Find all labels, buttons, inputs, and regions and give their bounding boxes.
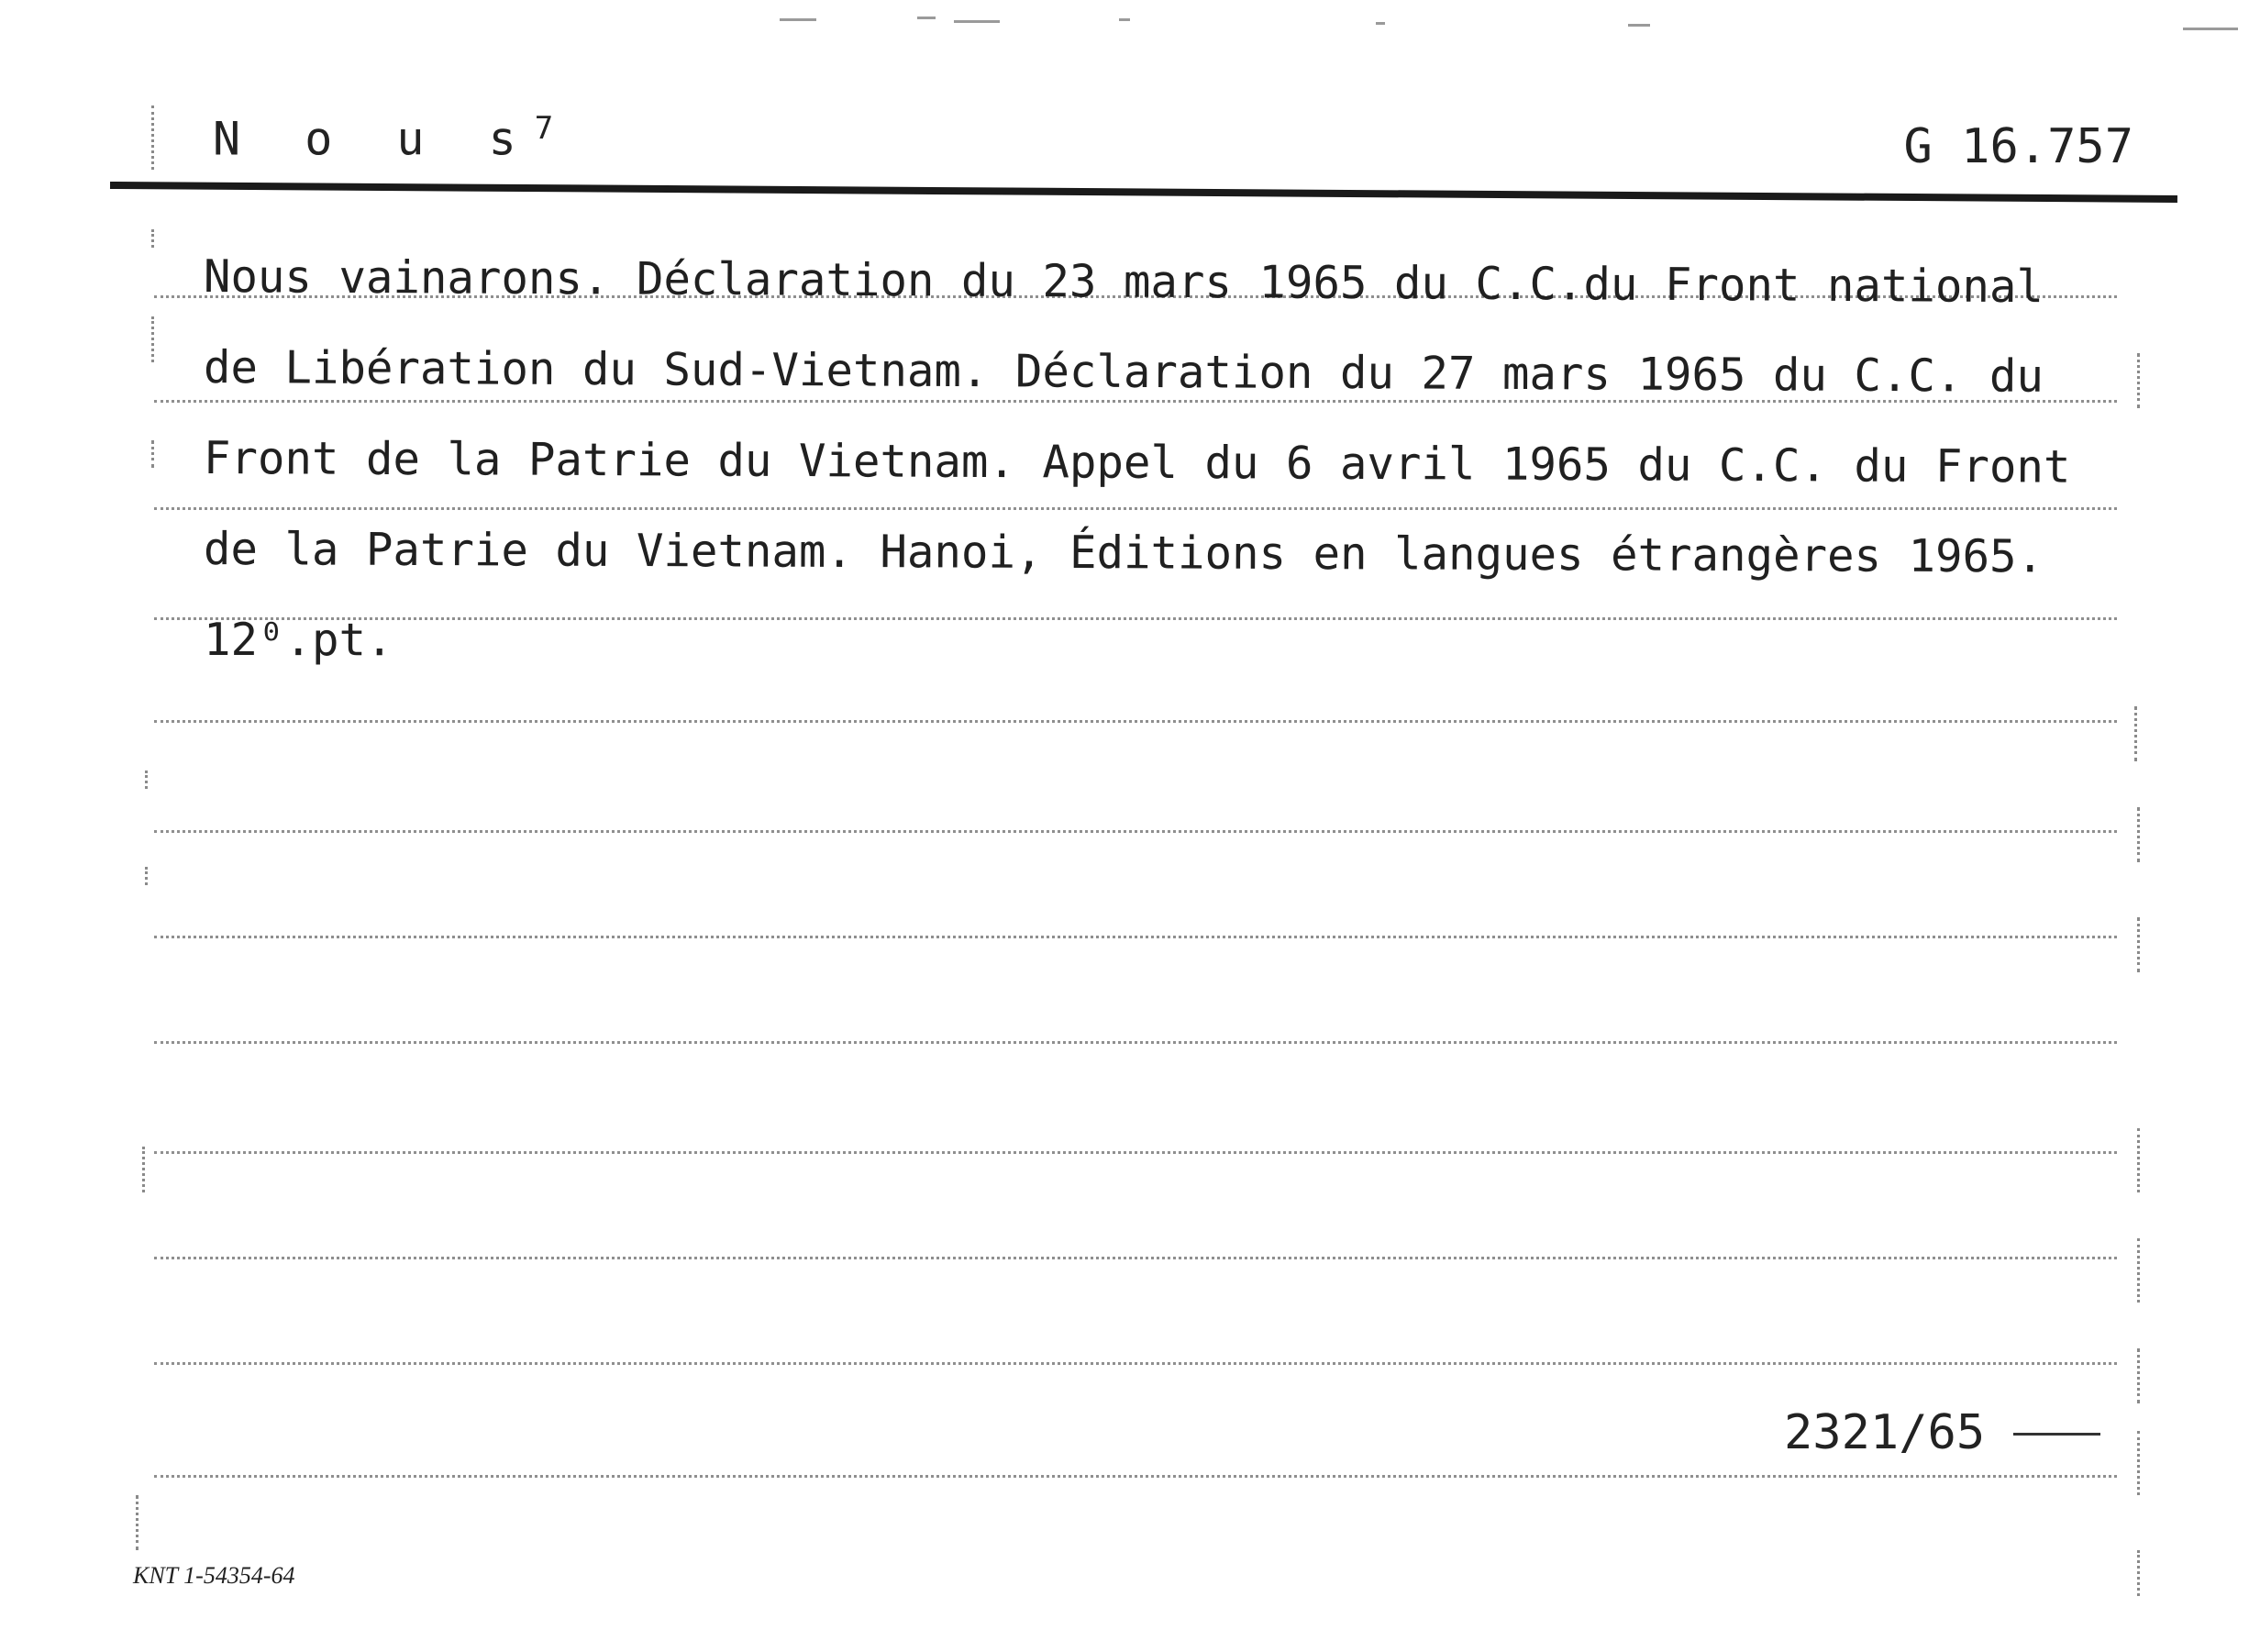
margin-mark	[136, 1495, 138, 1550]
accession-dash	[2013, 1433, 2100, 1436]
margin-mark	[151, 229, 154, 248]
scan-speck	[1119, 18, 1130, 21]
ruled-line	[154, 1257, 2117, 1259]
margin-mark	[2134, 706, 2137, 761]
margin-mark	[2137, 1431, 2140, 1495]
ruled-line	[154, 936, 2117, 938]
scan-speck	[780, 18, 816, 21]
scan-speck	[2183, 28, 2238, 30]
ruled-line	[154, 1041, 2117, 1044]
footer-print-code: KNT 1-54354-64	[133, 1562, 295, 1589]
scan-speck	[954, 20, 1000, 23]
scan-speck	[917, 17, 936, 19]
scan-speck	[1376, 22, 1385, 25]
scan-speck	[1628, 24, 1650, 27]
margin-mark	[2137, 1348, 2140, 1403]
margin-mark	[2137, 917, 2140, 972]
entry-line: Nous vainarons. Déclaration du 23 mars 1965 du C.C.du Front national	[203, 250, 2044, 314]
margin-mark	[151, 440, 154, 468]
entry-line: 12⁰.pt.	[203, 614, 393, 667]
header-heading	[213, 110, 553, 166]
margin-mark	[2137, 353, 2140, 408]
ruled-line	[154, 720, 2117, 723]
header-rule	[110, 182, 2177, 203]
margin-mark	[2137, 1550, 2140, 1596]
header-mark: 7	[534, 110, 554, 147]
margin-mark	[151, 316, 154, 362]
call-number: G 16.757	[1903, 119, 2133, 174]
ruled-line	[154, 1151, 2117, 1154]
margin-mark	[2137, 807, 2140, 862]
margin-mark	[151, 105, 154, 170]
bibliographic-entry	[204, 231, 2130, 685]
ruled-line	[154, 1362, 2117, 1365]
margin-mark	[2137, 1128, 2140, 1192]
margin-mark	[2137, 1238, 2140, 1303]
entry-line: de la Patrie du Vietnam. Hanoi, Éditions en langues étrangères 1965.	[203, 523, 2044, 583]
ruled-line	[154, 830, 2117, 833]
entry-line: Front de la Patrie du Vietnam. Appel du 6 avril 1965 du C.C. du Front	[203, 432, 2071, 493]
ruled-line	[154, 1475, 2117, 1478]
accession-number: 2321/65	[1784, 1405, 1986, 1460]
entry-line: de Libération du Sud-Vietnam. Déclaration du 27 mars 1965 du C.C. du	[203, 341, 2044, 403]
margin-mark	[145, 771, 148, 789]
header-word: N o u s	[213, 112, 535, 166]
margin-mark	[145, 867, 148, 885]
margin-mark	[142, 1147, 145, 1192]
